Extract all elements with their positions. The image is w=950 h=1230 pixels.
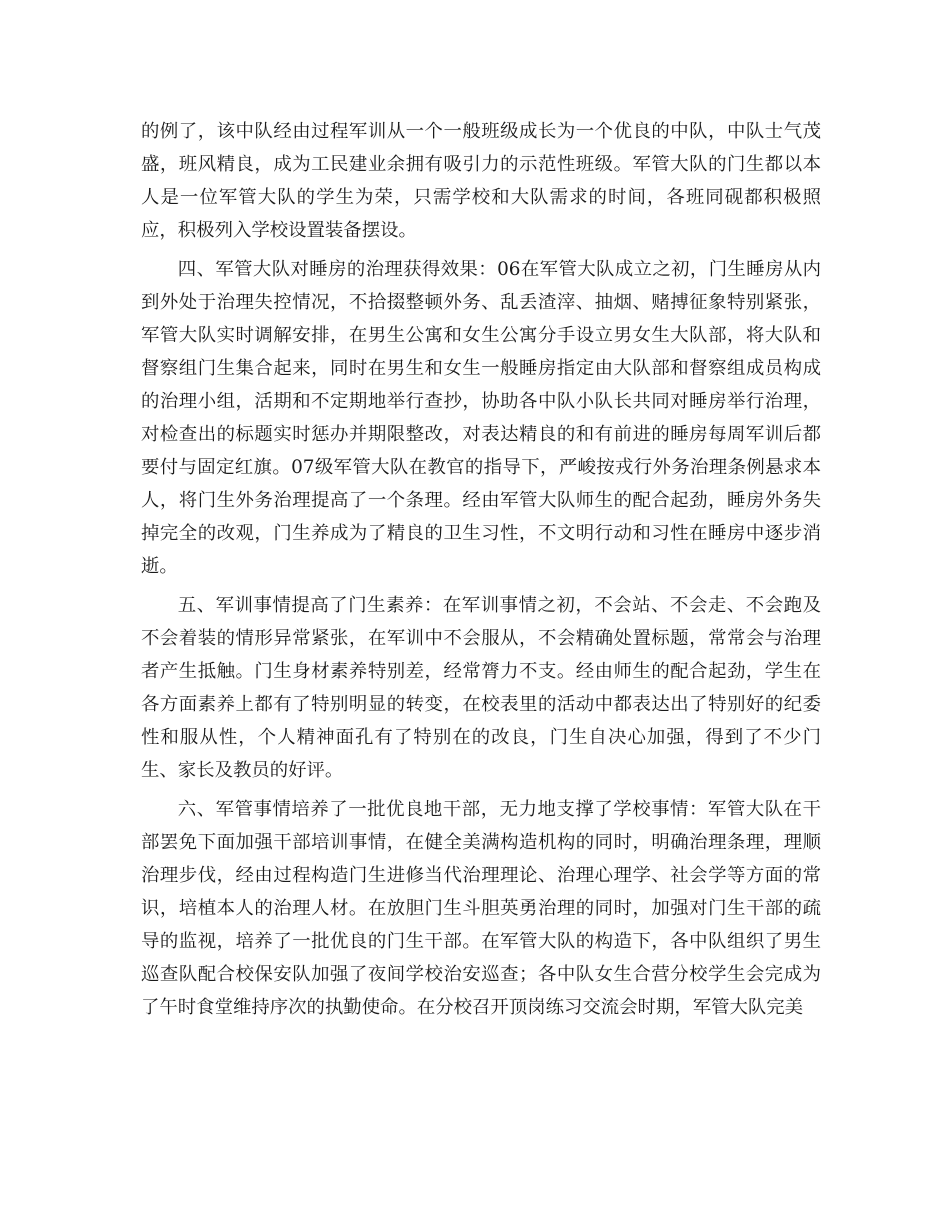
document-body (141, 115, 821, 1024)
paragraph-continuation: 的例了，该中队经由过程军训从一个一般班级成长为一个优良的中队，中队士气茂盛，班风精良，成为工民建业余拥有吸引力的示范性班级。军管大队的门生都以本人是一位军管大队的学生为荣，只需学校和大队需求的时间，各班同砚都积极照应，积极列入学校设置装备摆设。 (141, 121, 821, 241)
paragraph-military-training: 五、军训事情提高了门生素养：在军训事情之初，不会站、不会走、不会跑及不会着装的情形异常紧张，在军训中不会服从，不会精确处置标题，常常会与治理者产生抵触。门生身材素养特别差，经常膂力不支。经由师生的配合起劲，学生在各方面素养上都有了特别明显的转变，在校表里的活动中都表达出了特别好的纪委性和服从性，个人精神面孔有了特别在的改良，门生自决心加强，得到了不少门生、家长及教员的好评。 (141, 595, 821, 781)
paragraph-dormitory-management: 四、军管大队对睡房的治理获得效果：06在军管大队成立之初，门生睡房从内到外处于治理失控情况，不拾掇整顿外务、乱丢渣滓、抽烟、赌搏征象特别紧张，军管大队实时调解安排，在男生公寓和女生公寓分手设立男女生大队部，将大队和督察组门生集合起来，同时在男生和女生一般睡房指定由大队部和督察组成员构成的治理小组，活期和不定期地举行查抄，协助各中队小队长共同对睡房举行治理，对检查出的标题实时惩办并期限整改，对表达精良的和有前进的睡房每周军训后都要付与固定红旗。07级军管大队在教官的指导下，严峻按戎行外务治理条例悬求本人，将门生外务治理提高了一个条理。经由军管大队师生的配合起劲，睡房外务失掉完全的改观，门生养成为了精良的卫生习性，不文明行动和习性在睡房中逐步消逝。 (141, 259, 821, 577)
paragraph-cadre-training: 六、军管事情培养了一批优良地干部，无力地支撑了学校事情：军管大队在干部罢免下面加强干部培训事情，在健全美满构造机构的同时，明确治理条理，理顺治理步伐，经由过程构造门生进修当代治理理论、治理心理学、社会学等方面的常识，培植本人的治理人材。在放胆门生斗胆英勇治理的同时，加强对门生干部的疏导的监视，培养了一批优良的门生干部。在军管大队的构造下，各中队组织了男生巡查队配合校保安队加强了夜间学校治安巡查；各中队女生合营分校学生会完成为了午时食堂维持序次的执勤使命。在分校召开顶岗练习交流会时期，军管大队完美 (141, 799, 821, 1018)
